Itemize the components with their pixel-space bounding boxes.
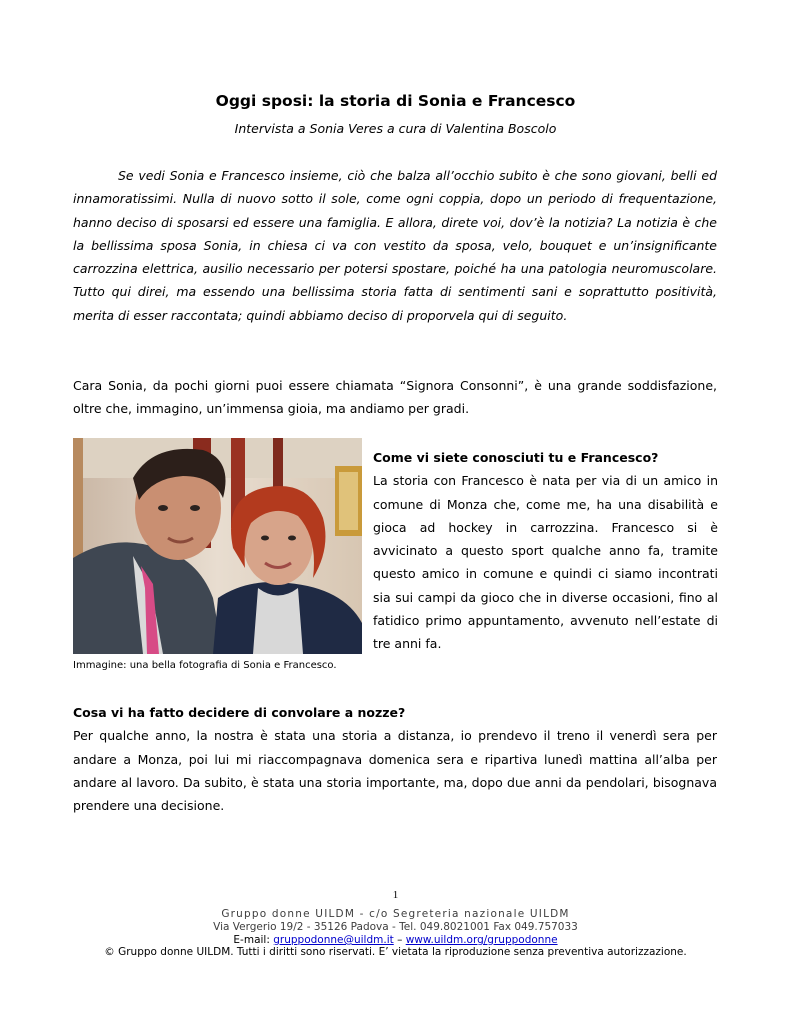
photo-caption: Immagine: una bella fotografia di Sonia e Francesco. bbox=[73, 660, 337, 671]
opening-paragraph: Cara Sonia, da pochi giorni puoi essere chiamata “Signora Consonni”, è una grande soddisfazione, oltre che, immagino, un’immensa gioia, ma andiamo per gradi. bbox=[73, 378, 717, 417]
footer-address: Via Vergerio 19/2 - 35126 Padova - Tel. 049.8021001 Fax 049.757033 bbox=[213, 921, 578, 933]
question-heading: Come vi siete conosciuti tu e Francesco? bbox=[373, 450, 659, 465]
question-block-2 bbox=[73, 701, 717, 817]
footer-org: Gruppo donne UILDM - c/o Segreteria nazionale UILDM bbox=[221, 908, 570, 920]
question-heading: Cosa vi ha fatto decidere di convolare a nozze? bbox=[73, 705, 406, 720]
footer-copyright: © Gruppo donne UILDM. Tutti i diritti sono riservati. E’ vietata la riproduzione senza preventiva autorizzazione. bbox=[104, 946, 687, 958]
answer-text: Per qualche anno, la nostra è stata una storia a distanza, io prendevo il treno il venerdì sera per andare a Monza, poi lui mi riaccompagnava domenica sera e ripartiva lunedì mattina all’alba per andare al lavoro. Da subito, è stata una storia importante, ma, dopo due anni da pendolari, bisognava prendere una decisione. bbox=[73, 728, 717, 814]
email-label: E-mail: bbox=[233, 934, 270, 946]
footer-separator: – bbox=[397, 934, 403, 946]
website-link[interactable]: www.uildm.org/gruppodonne bbox=[405, 934, 558, 946]
intro-text: Se vedi Sonia e Francesco insieme, ciò che balza all’occhio subito è che sono giovani, belli ed innamoratissimi. Nulla di nuovo sotto il sole, come ogni coppia, dopo un periodo di frequentazione, hanno deciso di sposarsi ed essere una famiglia. E allora, direte voi, dov’è la notizia? La notizia è che la bellissima sposa Sonia, in chiesa ci va con vestito da sposa, velo, bouquet e un’insignificante carrozzina elettrica, ausilio necessario per potersi spostare, poiché ha una patologia neuromuscolare. Tutto qui direi, ma essendo una bellissima storia fatta di sentimenti sani e soprattutto positività, merita di esser raccontata; quindi abbiamo deciso di proporvela qui di seguito. bbox=[73, 168, 717, 323]
page-number: 1 bbox=[392, 889, 399, 901]
intro-paragraph bbox=[73, 164, 717, 327]
article-subtitle: Intervista a Sonia Veres a cura di Valentina Boscolo bbox=[234, 121, 557, 136]
footer-contacts bbox=[0, 934, 791, 946]
couple-photo bbox=[73, 438, 362, 654]
answer-text: La storia con Francesco è nata per via di un amico in comune di Monza che, come me, ha una disabilità e gioca ad hockey in carrozzina. Francesco si è avvicinato a questo sport qualche anno fa, tramite questo amico in comune e quindi ci siamo incontrati sia sui campi da gioco che in diverse occasioni, fino al fatidico primo appuntamento, avvenuto nell’estate di tre anni fa. bbox=[373, 473, 718, 652]
article-title: Oggi sposi: la storia di Sonia e Francesco bbox=[215, 92, 576, 110]
email-link[interactable]: gruppodonne@uildm.it bbox=[273, 934, 394, 946]
question-block-1 bbox=[373, 446, 718, 656]
